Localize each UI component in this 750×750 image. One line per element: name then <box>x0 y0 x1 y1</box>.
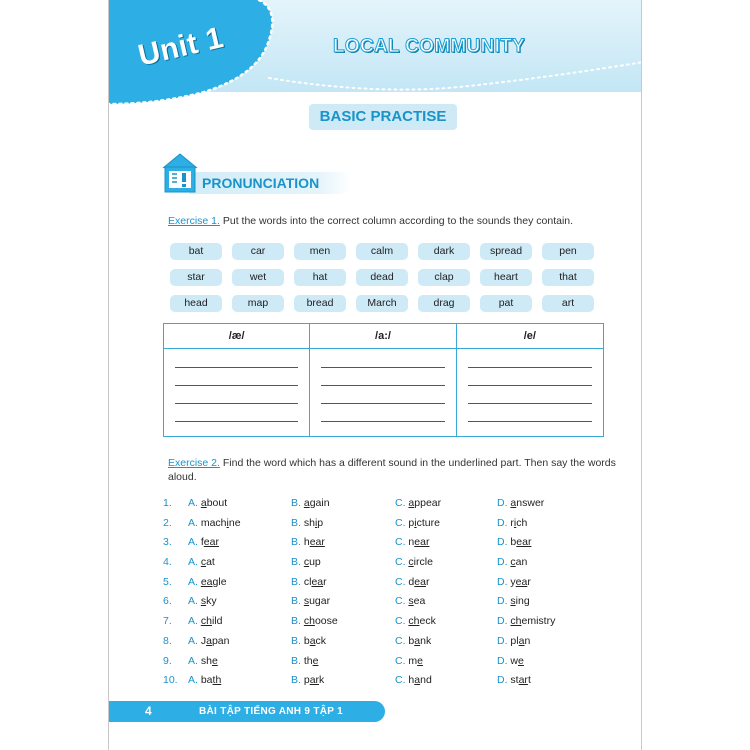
option-letter: A. <box>188 516 198 529</box>
answer-option[interactable] <box>188 494 227 514</box>
question-number: 3. <box>163 536 172 549</box>
word-chip[interactable]: car <box>232 243 284 260</box>
answer-option[interactable] <box>497 573 531 593</box>
sound-column-e <box>457 324 603 436</box>
exercise-2-tag: Exercise 2. <box>168 457 220 469</box>
underlined-part: ch <box>200 615 212 628</box>
word-suffix: ircle <box>413 556 433 569</box>
option-letter: C. <box>395 575 406 588</box>
word-chip[interactable]: star <box>170 269 222 286</box>
answer-option[interactable] <box>188 514 241 534</box>
underlined-part: ch <box>408 615 420 628</box>
underlined-part: a <box>303 497 310 509</box>
word-suffix: r <box>527 575 531 588</box>
answer-option[interactable] <box>497 671 531 691</box>
word-suffix: k <box>319 674 325 687</box>
question-row <box>163 573 583 593</box>
option-letter: D. <box>497 674 508 687</box>
word-suffix: ne <box>228 516 241 529</box>
option-letter: C. <box>395 536 406 549</box>
word-prefix: sh <box>200 654 212 667</box>
word-prefix: p <box>408 516 415 529</box>
answer-line[interactable] <box>468 385 592 386</box>
option-letter: A. <box>188 595 198 608</box>
answer-option[interactable] <box>395 652 423 672</box>
underlined-part: a <box>206 634 212 647</box>
underlined-part: a <box>518 634 525 647</box>
answer-line[interactable] <box>175 403 298 404</box>
option-letter: B. <box>291 516 301 529</box>
underlined-part: a <box>200 497 207 509</box>
option-letter: A. <box>188 575 198 588</box>
option-letter: D. <box>497 595 508 608</box>
exercise-1-text: Put the words into the correct column according to the sounds they contain. <box>219 215 574 227</box>
word-chip[interactable]: men <box>294 243 346 260</box>
word-suffix: at <box>206 556 215 569</box>
exercise-1-instruction <box>168 214 608 228</box>
underlined-part: ea <box>414 575 426 588</box>
answer-option[interactable] <box>395 533 429 553</box>
word-suffix: r <box>425 575 430 588</box>
word-prefix: th <box>303 654 313 667</box>
word-bank <box>170 243 604 312</box>
underlined-part: i <box>226 516 229 529</box>
answer-option[interactable] <box>291 494 330 514</box>
word-prefix: st <box>510 674 519 687</box>
word-prefix: m <box>408 654 418 667</box>
option-letter: B. <box>291 634 301 647</box>
option-letter: D. <box>497 536 508 549</box>
answer-line[interactable] <box>468 367 592 368</box>
word-chip[interactable]: calm <box>356 243 408 260</box>
word-chip[interactable]: drag <box>418 295 470 312</box>
underlined-part: i <box>314 516 318 529</box>
word-suffix: n <box>524 634 531 647</box>
underlined-part: a <box>309 634 316 647</box>
exercise-1-tag: Exercise 1. <box>168 215 220 227</box>
option-letter: D. <box>497 575 508 588</box>
unit-label: Unit 1 <box>135 21 227 73</box>
answer-option[interactable] <box>395 553 433 573</box>
underlined-part: s <box>303 595 310 608</box>
answer-option[interactable] <box>291 592 330 612</box>
underlined-part: a <box>510 497 517 509</box>
underlined-part: c <box>408 556 414 569</box>
answer-option[interactable] <box>188 632 229 652</box>
word-suffix: pan <box>211 634 230 647</box>
word-prefix: cl <box>303 575 312 588</box>
word-chip[interactable]: dead <box>356 269 408 286</box>
question-row <box>163 514 583 534</box>
question-row <box>163 671 583 691</box>
word-suffix: ppear <box>414 497 442 509</box>
word-suffix: ch <box>516 516 528 529</box>
word-prefix: f <box>200 536 204 549</box>
word-chip[interactable]: clap <box>418 269 470 286</box>
word-suffix: ugar <box>309 595 331 608</box>
word-suffix: bout <box>206 497 228 509</box>
underlined-part: e <box>518 654 524 667</box>
underlined-part: s <box>200 595 207 608</box>
word-prefix: ba <box>200 674 213 687</box>
underlined-part: i <box>513 516 517 529</box>
word-prefix: h <box>408 674 415 687</box>
option-letter: B. <box>291 556 301 569</box>
question-row <box>163 612 583 632</box>
workbook-page <box>108 0 642 750</box>
option-letter: C. <box>395 654 406 667</box>
answer-line[interactable] <box>175 367 298 368</box>
word-suffix: ky <box>206 595 217 608</box>
underlined-part: ear <box>309 536 325 549</box>
answer-option[interactable] <box>497 494 544 514</box>
option-letter: C. <box>395 634 406 647</box>
option-letter: D. <box>497 634 508 647</box>
underlined-part: ea <box>200 575 213 588</box>
option-letter: D. <box>497 654 508 667</box>
answer-option[interactable] <box>291 671 324 691</box>
exercise-2-instruction <box>168 456 618 484</box>
word-chip[interactable]: head <box>170 295 222 312</box>
underlined-part: e <box>417 654 424 667</box>
underlined-part: e <box>211 654 218 667</box>
word-prefix: n <box>408 536 415 549</box>
word-suffix: an <box>515 556 528 569</box>
question-row <box>163 533 583 553</box>
word-prefix: J <box>200 634 207 647</box>
house-book-icon <box>161 152 199 194</box>
question-number: 4. <box>163 556 172 569</box>
question-row <box>163 553 583 573</box>
answer-option[interactable] <box>291 652 318 672</box>
underlined-part: i <box>414 516 417 529</box>
section-title: BASIC PRACTISE <box>309 104 457 130</box>
answer-option[interactable] <box>188 592 217 612</box>
option-letter: B. <box>291 615 301 628</box>
answer-line[interactable] <box>321 403 444 404</box>
answer-line[interactable] <box>175 421 298 422</box>
question-number: 9. <box>163 654 172 667</box>
option-letter: A. <box>188 674 198 687</box>
option-letter: A. <box>188 634 198 647</box>
underlined-part: ea <box>515 575 528 588</box>
option-letter: A. <box>188 654 198 667</box>
option-letter: C. <box>395 674 406 687</box>
word-suffix: ild <box>211 615 223 628</box>
word-chip[interactable]: map <box>232 295 284 312</box>
option-letter: B. <box>291 674 301 687</box>
underlined-part: s <box>408 595 414 608</box>
word-chip[interactable]: pen <box>542 243 594 260</box>
underlined-part: s <box>510 595 516 608</box>
answer-line[interactable] <box>175 385 298 386</box>
option-letter: D. <box>497 497 508 509</box>
answer-line[interactable] <box>468 403 592 404</box>
question-number: 8. <box>163 634 172 647</box>
option-letter: A. <box>188 556 198 569</box>
word-chip[interactable]: that <box>542 269 594 286</box>
underlined-part: ear <box>516 536 532 549</box>
word-suffix: gain <box>309 497 330 509</box>
answer-option[interactable] <box>497 533 531 553</box>
option-letter: B. <box>291 497 301 509</box>
answer-option[interactable] <box>188 533 219 553</box>
word-suffix: up <box>309 556 321 569</box>
underlined-part: c <box>200 556 207 569</box>
word-suffix: oose <box>314 615 338 628</box>
answer-option[interactable] <box>395 612 436 632</box>
page-number: 4 <box>145 704 152 718</box>
sound-columns-table <box>163 323 604 437</box>
underlined-part: ch <box>303 615 315 628</box>
option-letter: C. <box>395 615 406 628</box>
answer-option[interactable] <box>291 514 323 534</box>
underlined-part: ch <box>510 615 522 628</box>
word-suffix: p <box>317 516 324 529</box>
answer-option[interactable] <box>395 671 432 691</box>
word-chip[interactable]: heart <box>480 269 532 286</box>
answer-option[interactable] <box>291 573 327 593</box>
question-number: 10. <box>163 674 178 687</box>
word-suffix: nk <box>420 634 432 647</box>
answer-option[interactable] <box>188 553 215 573</box>
sound-column-ae <box>164 324 310 436</box>
question-number: 6. <box>163 595 172 608</box>
question-number: 2. <box>163 516 172 529</box>
word-prefix: sh <box>303 516 315 529</box>
word-suffix: emistry <box>521 615 556 628</box>
word-chip[interactable]: hat <box>294 269 346 286</box>
option-letter: B. <box>291 536 301 549</box>
word-suffix: ea <box>413 595 426 608</box>
word-prefix: d <box>408 575 415 588</box>
word-chip[interactable]: art <box>542 295 594 312</box>
pronunciation-label: PRONUNCIATION <box>189 172 351 194</box>
word-suffix: ing <box>515 595 530 608</box>
word-suffix: ck <box>315 634 327 647</box>
answer-option[interactable] <box>395 494 441 514</box>
underlined-part: a <box>408 497 415 509</box>
answer-line[interactable] <box>321 421 444 422</box>
option-letter: B. <box>291 575 301 588</box>
question-row <box>163 632 583 652</box>
word-suffix: t <box>527 674 531 687</box>
word-prefix: y <box>510 575 516 588</box>
word-suffix: gle <box>212 575 227 588</box>
answer-option[interactable] <box>188 573 227 593</box>
answer-line[interactable] <box>321 367 444 368</box>
sound-column-header: /e/ <box>457 324 603 349</box>
answer-option[interactable] <box>188 652 218 672</box>
answer-option[interactable] <box>291 612 338 632</box>
question-number: 5. <box>163 575 172 588</box>
underlined-part: ea <box>311 575 324 588</box>
option-letter: A. <box>188 536 198 549</box>
word-chip[interactable]: wet <box>232 269 284 286</box>
option-letter: C. <box>395 497 406 509</box>
sound-column-header: /a:/ <box>310 324 455 349</box>
question-list <box>163 494 583 691</box>
answer-option[interactable] <box>291 553 321 573</box>
option-letter: C. <box>395 595 406 608</box>
word-prefix: p <box>303 674 310 687</box>
underlined-part: ar <box>518 674 528 687</box>
book-title: BÀI TẬP TIẾNG ANH 9 TẬP 1 <box>199 706 344 717</box>
answer-option[interactable] <box>188 612 222 632</box>
question-row <box>163 652 583 672</box>
question-row <box>163 494 583 514</box>
word-prefix: b <box>303 634 310 647</box>
word-chip[interactable]: bat <box>170 243 222 260</box>
word-prefix: pl <box>510 634 519 647</box>
option-letter: A. <box>188 615 198 628</box>
word-suffix: r <box>323 575 327 588</box>
answer-option[interactable] <box>395 632 431 652</box>
option-letter: B. <box>291 654 301 667</box>
underlined-part: ar <box>309 674 320 687</box>
word-prefix: r <box>510 516 514 529</box>
word-chip[interactable]: March <box>356 295 408 312</box>
answer-option[interactable] <box>291 533 325 553</box>
underlined-part: a <box>414 634 421 647</box>
option-letter: B. <box>291 595 301 608</box>
underlined-part: e <box>312 654 319 667</box>
answer-option[interactable] <box>497 632 530 652</box>
pronunciation-heading <box>161 152 351 194</box>
word-prefix: mach <box>200 516 227 529</box>
question-number: 7. <box>163 615 172 628</box>
answer-option[interactable] <box>497 652 524 672</box>
underlined-part: ear <box>414 536 430 549</box>
underlined-part: a <box>414 674 421 687</box>
answer-option[interactable] <box>291 632 326 652</box>
underlined-part: c <box>510 556 516 569</box>
answer-line[interactable] <box>468 421 592 422</box>
word-prefix: w <box>510 654 519 667</box>
question-number: 1. <box>163 497 172 509</box>
option-letter: A. <box>188 497 198 509</box>
word-suffix: cture <box>416 516 440 529</box>
answer-option[interactable] <box>497 553 527 573</box>
option-letter: C. <box>395 556 406 569</box>
exercise-2-text: Find the word which has a different sound in the underlined part. Then say the words aloud. <box>168 457 616 483</box>
underlined-part: c <box>303 556 310 569</box>
word-suffix: eck <box>419 615 436 628</box>
answer-option[interactable] <box>188 671 221 691</box>
word-chip[interactable]: pat <box>480 295 532 312</box>
question-row <box>163 592 583 612</box>
word-prefix: b <box>408 634 415 647</box>
unit-name: LOCAL COMMUNITY <box>333 36 526 57</box>
option-letter: D. <box>497 615 508 628</box>
word-prefix: b <box>510 536 517 549</box>
answer-option[interactable] <box>395 592 425 612</box>
sound-column-a-long <box>310 324 456 436</box>
word-suffix: nd <box>420 674 432 687</box>
underlined-part: ear <box>203 536 219 549</box>
footer-bar <box>109 701 385 722</box>
word-chip[interactable]: dark <box>418 243 470 260</box>
answer-line[interactable] <box>321 385 444 386</box>
option-letter: D. <box>497 556 508 569</box>
answer-option[interactable] <box>497 612 555 632</box>
answer-option[interactable] <box>395 573 429 593</box>
answer-option[interactable] <box>497 592 530 612</box>
word-chip[interactable]: bread <box>294 295 346 312</box>
answer-option[interactable] <box>497 514 527 534</box>
underlined-part: th <box>212 674 222 687</box>
option-letter: D. <box>497 516 508 529</box>
sound-column-header: /æ/ <box>164 324 309 349</box>
word-chip[interactable]: spread <box>480 243 532 260</box>
word-prefix: h <box>303 536 310 549</box>
answer-option[interactable] <box>395 514 440 534</box>
word-suffix: nswer <box>516 497 545 509</box>
option-letter: C. <box>395 516 406 529</box>
